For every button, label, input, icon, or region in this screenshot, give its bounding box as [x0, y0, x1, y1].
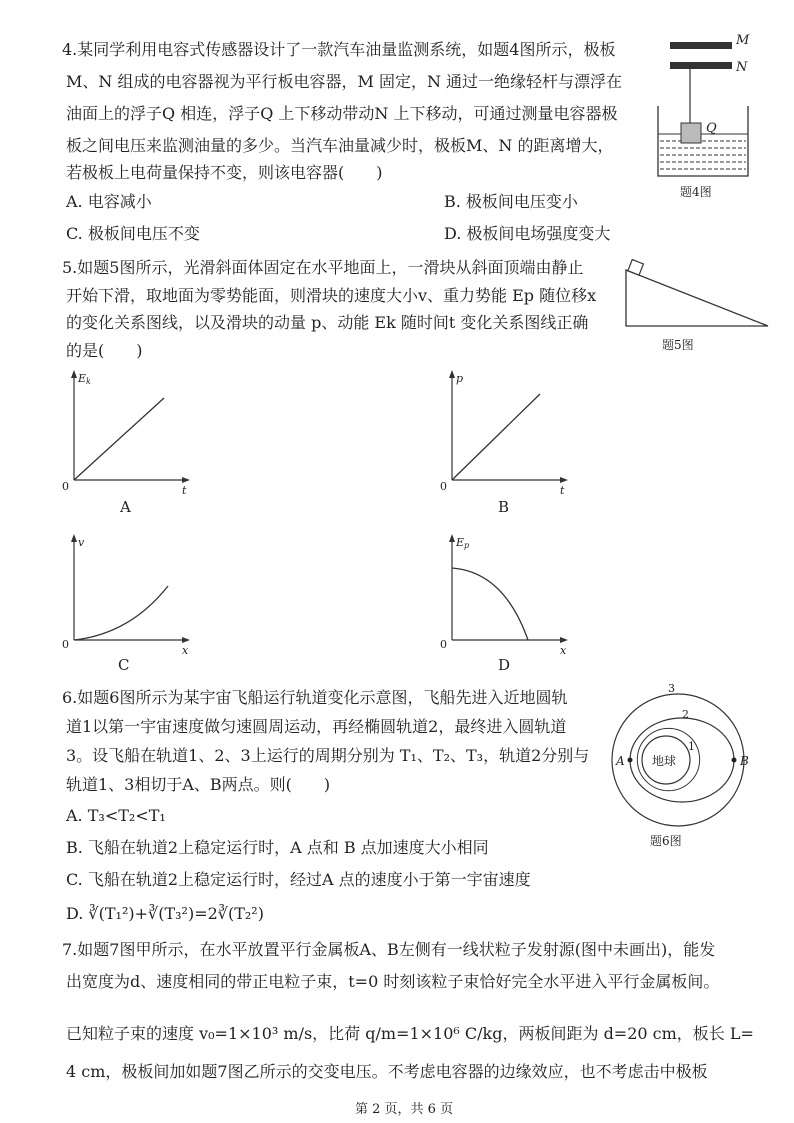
- q4-option-d: D. 极板间电场强度变大: [444, 224, 611, 243]
- orbit-2-label: 2: [682, 708, 689, 721]
- graph-c-xlabel: x: [182, 644, 189, 657]
- q7-line-4: 4 cm，极板间加如题7图乙所示的交变电压。不考虑电容器的边缘效应，也不考虑击中极板: [66, 1062, 708, 1081]
- graph-a: [60, 368, 200, 498]
- q7-line-3: 已知粒子束的速度 v₀=1×10³ m/s，比荷 q/m=1×10⁶ C/kg，两板间距为 d=20 cm，板长 L=: [66, 1024, 754, 1043]
- q6-option-d: D. ∛(T₁²)+∛(T₃²)=2∛(T₂²): [66, 904, 264, 923]
- label-q: Q: [706, 121, 717, 136]
- q6-option-a: A. T₃<T₂<T₁: [66, 806, 166, 825]
- graph-c-letter: C: [118, 656, 130, 674]
- q6-option-b: B. 飞船在轨道2上稳定运行时，A 点和 B 点加速度大小相同: [66, 838, 489, 857]
- oil-surface: [658, 134, 748, 169]
- graph-d-x-arrow: [560, 637, 568, 643]
- graph-a-origin: 0: [62, 480, 69, 493]
- graph-d-letter: D: [498, 656, 511, 674]
- q4-line-1: 4.某同学利用电容式传感器设计了一款汽车油量监测系统，如题4图所示，极板: [62, 40, 616, 59]
- graph-a-xlabel: t: [182, 484, 187, 497]
- q4-figure-caption: 题4图: [680, 185, 712, 199]
- graph-d-origin: 0: [440, 638, 447, 651]
- graph-c-y-arrow: [71, 534, 77, 542]
- q6-line-1: 6.如题6图所示为某宇宙飞船运行轨道变化示意图，飞船先进入近地圆轨: [62, 688, 568, 707]
- graph-d: [438, 532, 578, 662]
- q7-line-1: 7.如题7图甲所示，在水平放置平行金属板A、B左侧有一线状粒子发射源(图中未画出)，能发: [62, 940, 716, 959]
- graph-a-letter: A: [120, 498, 131, 516]
- float-q: [681, 123, 701, 143]
- q4-option-a: A. 电容减小: [66, 192, 152, 211]
- q4-line-3: 油面上的浮子Q 相连，浮子Q 上下移动带动N 上下移动，可通过测量电容器极: [66, 104, 618, 123]
- graph-b-y-arrow: [449, 370, 455, 378]
- graph-c-ylabel: v: [78, 536, 85, 549]
- page-footer: 第 2 页，共 6 页: [355, 1102, 454, 1117]
- graph-c-x-arrow: [182, 637, 190, 643]
- q6-line-4: 轨道1、3相切于A、B两点。则( ): [66, 775, 331, 794]
- q6-figure-caption: 题6图: [650, 834, 682, 848]
- q4-figure: [650, 28, 760, 188]
- label-m: M: [736, 33, 750, 48]
- q5-line-4: 的是( ): [66, 341, 143, 360]
- earth-label: 地球: [652, 754, 677, 768]
- point-b-label: B: [740, 754, 749, 768]
- orbit-3-label: 3: [668, 682, 675, 695]
- q5-figure: [618, 254, 778, 334]
- plate-n: [670, 62, 732, 69]
- q7-line-2: 出宽度为d、速度相同的带正电粒子束，t=0 时刻该粒子束恰好完全水平进入平行金属板间。: [66, 972, 720, 991]
- point-b-dot: [732, 758, 737, 763]
- graph-c-origin: 0: [62, 638, 69, 651]
- graph-b-letter: B: [498, 498, 510, 516]
- label-n: N: [736, 60, 748, 75]
- graph-a-x-arrow: [182, 477, 190, 483]
- graph-d-xlabel: x: [560, 644, 567, 657]
- graph-b-ylabel: p: [456, 372, 464, 385]
- graph-b-curve: [452, 394, 540, 480]
- incline: [626, 270, 768, 326]
- graph-c-curve: [74, 586, 168, 640]
- q6-figure: [596, 680, 766, 830]
- graph-d-ylabel: Ep: [456, 536, 470, 550]
- plate-m: [670, 42, 732, 49]
- q5-line-2: 开始下滑，取地面为零势能面，则滑块的速度大小v、重力势能 Ep 随位移x: [66, 286, 597, 305]
- q4-line-5: 若极板上电荷量保持不变，则该电容器( ): [66, 163, 383, 182]
- graph-c: [60, 532, 200, 662]
- slider-block: [628, 260, 644, 276]
- q5-figure-caption: 题5图: [662, 338, 694, 352]
- graph-d-curve: [452, 568, 528, 640]
- q6-option-c: C. 飞船在轨道2上稳定运行时，经过A 点的速度小于第一宇宙速度: [66, 870, 531, 889]
- q4-line-4: 板之间电压来监测油量的多少。当汽车油量减少时，极板M、N 的距离增大，: [66, 136, 614, 155]
- graph-d-y-arrow: [449, 534, 455, 542]
- q4-line-2: M、N 组成的电容器视为平行板电容器，M 固定，N 通过一绝缘轻杆与漂浮在: [66, 72, 623, 91]
- q4-option-c: C. 极板间电压不变: [66, 224, 200, 243]
- q6-line-3: 3。设飞船在轨道1、2、3上运行的周期分别为 T₁、T₂、T₃，轨道2分别与: [66, 746, 590, 765]
- graph-a-ylabel: Ek: [78, 372, 91, 386]
- graph-b-xlabel: t: [560, 484, 565, 497]
- q5-line-3: 的变化关系图线，以及滑块的动量 p、动能 Ek 随时间t 变化关系图线正确: [66, 313, 589, 332]
- graph-a-curve: [74, 398, 164, 480]
- point-a-dot: [628, 758, 633, 763]
- graph-b: [438, 368, 578, 498]
- point-a-label: A: [616, 754, 625, 768]
- graph-b-origin: 0: [440, 480, 447, 493]
- graph-b-x-arrow: [560, 477, 568, 483]
- q5-line-1: 5.如题5图所示，光滑斜面体固定在水平地面上，一滑块从斜面顶端由静止: [62, 258, 584, 277]
- q6-line-2: 道1以第一宇宙速度做匀速圆周运动，再经椭圆轨道2，最终进入圆轨道: [66, 717, 567, 736]
- q4-option-b: B. 极板间电压变小: [444, 192, 578, 211]
- graph-a-y-arrow: [71, 370, 77, 378]
- orbit-1-label: 1: [688, 740, 695, 753]
